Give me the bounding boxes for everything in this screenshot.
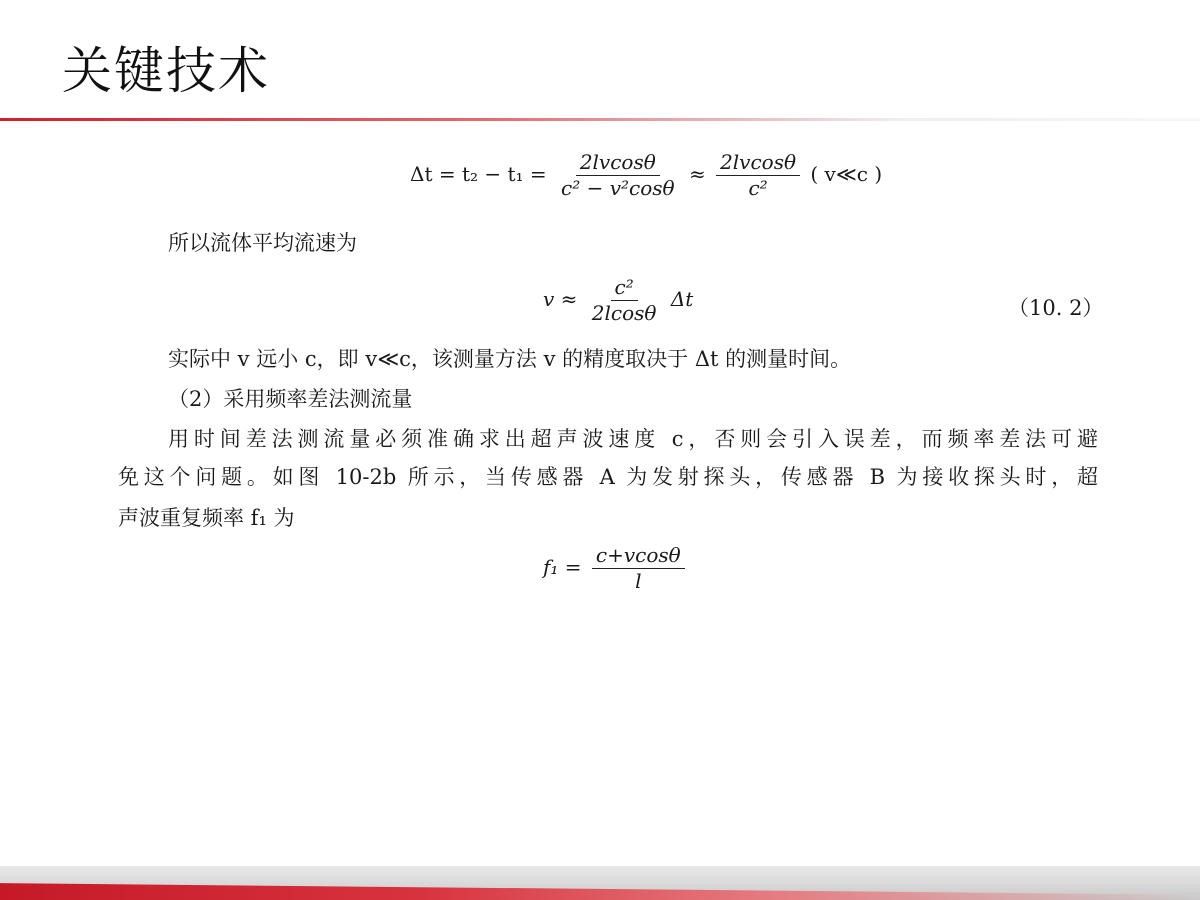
formula-frequency: [543, 543, 689, 594]
paragraph-line: 声波重复频率 f₁ 为: [118, 506, 295, 530]
fraction-denominator: c²: [748, 176, 768, 200]
formula-lhs: Δt = t₂ − t₁ =: [410, 162, 547, 186]
fraction-numerator: 2lvcosθ: [716, 150, 800, 176]
formula-lhs: v ≈: [543, 287, 578, 311]
text-line: 实际中 v 远小 c，即 v≪c，该测量方法 v 的精度取决于 Δt 的测量时间。: [168, 347, 852, 371]
fraction-denominator: l: [635, 569, 642, 593]
formula-condition: ( v≪c ): [810, 162, 883, 186]
text-line: 所以流体平均流速为: [168, 231, 357, 255]
formula-flow-velocity: [543, 275, 693, 326]
paragraph-line: 免这个问题。如图 10-2b 所示，当传感器 A 为发射探头，传感器 B 为接收探头时，超: [118, 465, 1098, 489]
fraction: [588, 275, 661, 326]
fraction-numerator: c²: [611, 275, 638, 301]
slide-title: 关键技术: [62, 42, 270, 100]
formula-lhs: f₁ =: [543, 555, 582, 579]
equation-number: （10. 2）: [1008, 296, 1104, 320]
formula-rhs: Δt: [670, 287, 694, 311]
fraction: [557, 150, 679, 201]
fraction: [716, 150, 800, 201]
fraction: [592, 543, 685, 594]
approx-symbol: ≈: [688, 162, 706, 186]
fraction-numerator: 2lvcosθ: [576, 150, 660, 176]
paragraph-line: 用时间差法测流量必须准确求出超声波速度 c，否则会引入误差，而频率差法可避: [168, 427, 1098, 451]
section-heading: （2）采用频率差法测流量: [168, 387, 413, 411]
fraction-numerator: c+vcosθ: [592, 543, 685, 569]
fraction-denominator: 2lcosθ: [591, 301, 657, 325]
title-divider: [0, 118, 1200, 121]
fraction-denominator: c² − v²cosθ: [561, 176, 675, 200]
formula-time-difference: [410, 150, 882, 201]
